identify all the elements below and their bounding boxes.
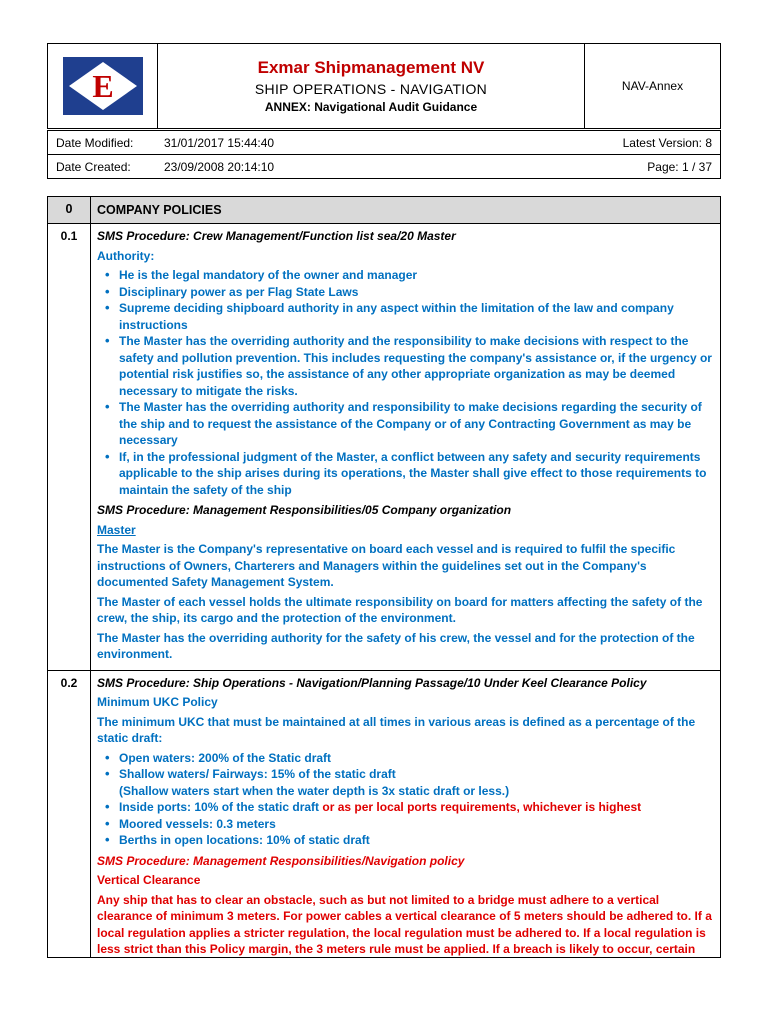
annex-title — [265, 99, 477, 115]
document-header — [47, 43, 721, 129]
paragraph: The Master has the overriding authority for the safety of his crew, the vessel and for the protection of the environment. — [97, 630, 695, 661]
svg-text:E: E — [91, 68, 114, 104]
page-number: Page: 1 / 37 — [647, 159, 712, 174]
annex-label: ANNEX: — [264, 100, 311, 114]
exmar-logo-icon — [63, 57, 143, 115]
ukc-heading: Minimum UKC Policy — [97, 695, 218, 709]
sms-procedure-ref: SMS Procedure: Management Responsibilities/Navigation policy — [97, 853, 465, 868]
date-created-label: Date Created: — [56, 159, 131, 174]
date-modified-label: Date Modified: — [56, 135, 134, 150]
list-item: • Supreme deciding shipboard authority in any aspect within the limitation of the law and company instructions — [97, 300, 714, 333]
policies-table — [47, 196, 721, 958]
company-logo — [48, 44, 158, 128]
section-content — [91, 224, 720, 670]
list-item — [97, 799, 714, 816]
vertical-clearance-text: Any ship that has to clear an obstacle, such as but not limited to a bridge must adhere to a vertical clearance of minimum 3 meters. For power cables a vertical clearance of 5 meters should be adhered to. If a local regulation applies a stricter regulation, the local regulation must be adhered to. If a local regulation is less strict than this Policy margin, the 3 meters rule must be applied. If a breach is likely to occur, certain — [97, 892, 712, 956]
list-item: • The Master has the overriding authority and the responsibility to make decisions with respect to the safety and pollution prevention. This includes requesting the company's assistance or, if the urgency or potential risk justifies so, the assistance of any other appropriate organization as may be deemed necessary to mitigate the risks. — [97, 333, 714, 399]
section-number: 0.1 — [48, 224, 91, 670]
sms-procedure-ref: SMS Procedure: Management Responsibilities/05 Company organization — [97, 503, 512, 517]
list-item: • He is the legal mandatory of the owner and manager — [97, 267, 714, 284]
latest-version: Latest Version: 8 — [622, 135, 712, 150]
section-number: 0.2 — [48, 671, 91, 959]
ukc-list — [97, 750, 714, 849]
annex-name: Navigational Audit Guidance — [314, 100, 478, 114]
list-item-text: Inside ports: 10% of the static draft — [119, 800, 320, 814]
paragraph: The Master of each vessel holds the ultimate responsibility on board for matters affecting the safety of the crew, the ship, its cargo and the protection of the environment. — [97, 594, 703, 625]
meta-row-modified — [48, 130, 720, 154]
company-name: Exmar Shipmanagement NV — [257, 58, 485, 77]
department-title: SHIP OPERATIONS - NAVIGATION — [254, 81, 488, 97]
list-item: • Disciplinary power as per Flag State Laws — [97, 284, 714, 301]
list-item: • If, in the professional judgment of the Master, a conflict between any safety and security requirements applicable to the ship arises during its operations, the Master shall give effect to those requirements to maintain the safety of the ship — [97, 449, 714, 499]
vertical-clearance-heading: Vertical Clearance — [97, 873, 201, 887]
list-item: • Berths in open locations: 10% of static draft — [97, 832, 714, 849]
sms-procedure-ref: SMS Procedure: Ship Operations - Navigation/Planning Passage/10 Under Keel Clearance Policy — [97, 675, 647, 690]
section-title: COMPANY POLICIES — [97, 203, 222, 217]
paragraph: The Master is the Company's representative on board each vessel and is required to fulfil the specific instructions of Owners, Charterers and Managers within the guidelines set out in the Company's documented Safety Management System. — [97, 542, 676, 589]
date-modified-value: 31/01/2017 15:44:40 — [164, 135, 275, 150]
meta-row-created — [48, 154, 720, 178]
document-meta — [47, 130, 721, 179]
list-item — [97, 766, 714, 799]
list-item: • Open waters: 200% of the Static draft — [97, 750, 714, 767]
list-item-note: (Shallow waters start when the water depth is 3x static draft or less.) — [119, 783, 510, 798]
doc-code: NAV-Annex — [621, 79, 684, 93]
header-title-block — [158, 44, 585, 128]
table-row-0-1 — [48, 223, 720, 670]
table-row-0-2 — [48, 670, 720, 959]
table-head-row — [48, 197, 720, 223]
master-heading: Master — [97, 522, 136, 537]
list-item: • The Master has the overriding authority and responsibility to make decisions regarding the security of the ship and to request the assistance of the Company or of any Contracting Government as may be necessary — [97, 399, 714, 449]
list-item-text: Shallow waters/ Fairways: 15% of the static draft — [119, 767, 396, 781]
section-number: 0 — [48, 197, 91, 223]
authority-list — [97, 267, 714, 498]
date-created-value: 23/09/2008 20:14:10 — [164, 159, 275, 174]
authority-heading: Authority: — [97, 248, 155, 263]
list-item-amendment: or as per local ports requirements, whichever is highest — [319, 800, 642, 814]
section-content — [91, 671, 720, 959]
ukc-intro: The minimum UKC that must be maintained at all times in various areas is defined as a percentage of the static draft: — [97, 714, 696, 745]
list-item: • Moored vessels: 0.3 meters — [97, 816, 714, 833]
sms-procedure-ref: SMS Procedure: Crew Management/Function list sea/20 Master — [97, 229, 456, 243]
